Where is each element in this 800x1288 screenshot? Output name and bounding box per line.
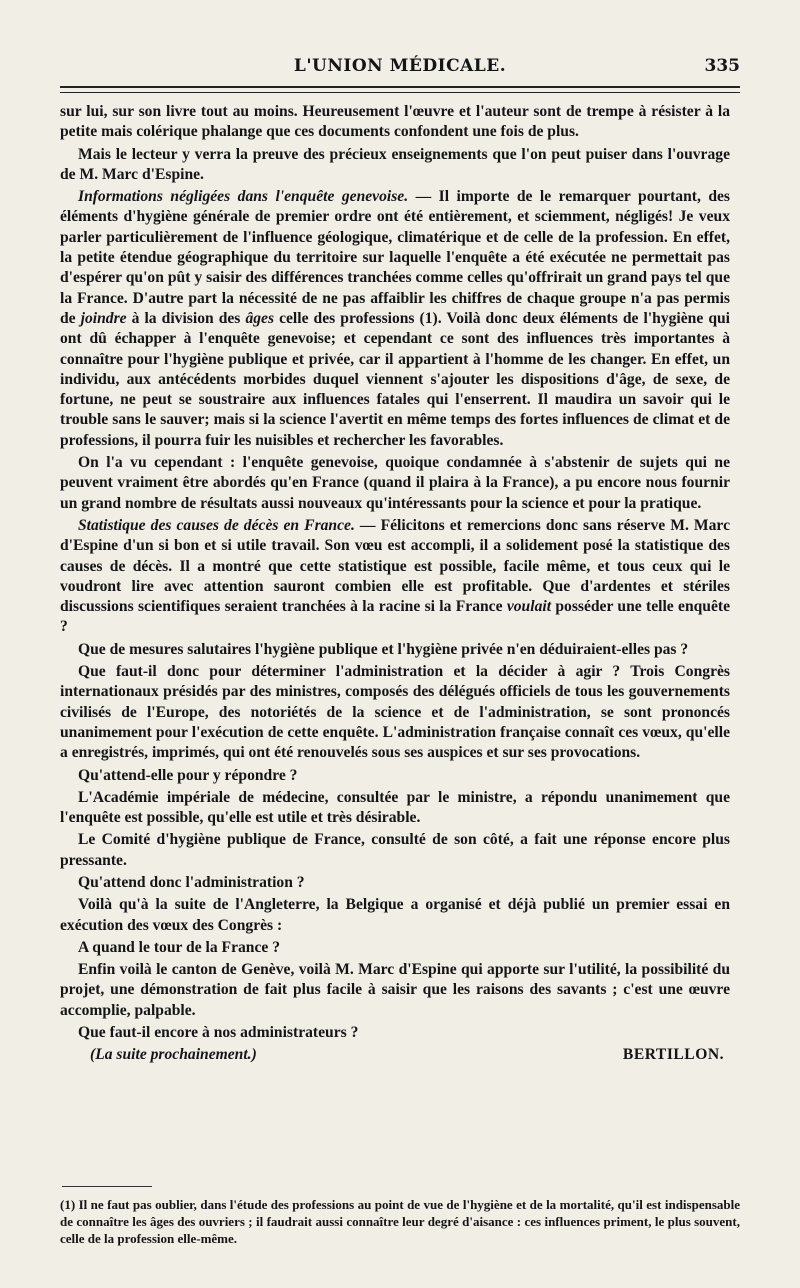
emphasis-voulait: voulait bbox=[506, 598, 552, 616]
header-rule bbox=[60, 86, 740, 88]
section-heading-statistique: Statistique des causes de décès en France. bbox=[78, 516, 355, 534]
paragraph-5-text: Félicitons et remercions donc sans réserve M. Marc d'Espine d'un si bon et si utile travail. Son vœu est accompli, il a solidement posé la statistique des causes de décès. Il a montré que cette statistique est possible, facile même, et tous ceux qui le voudront lire avec attention sauront combien elle est profitable. Que d'ardentes et stériles discussions scientifiques seraient tranchées à la racine si la France bbox=[60, 516, 730, 616]
header-rule-thin bbox=[60, 92, 740, 93]
page-number: 335 bbox=[704, 56, 740, 76]
emphasis-joindre: joindre bbox=[80, 309, 127, 327]
paragraph-6: Que de mesures salutaires l'hygiène publique et l'hygiène privée n'en déduiraient-elles pas ? bbox=[78, 640, 689, 658]
article-body bbox=[60, 102, 730, 1066]
paragraph-5 bbox=[60, 516, 730, 638]
paragraph-3-text: Il importe de le remarquer pourtant, des éléments d'hygiène générale de premier ordre ont été entièrement, et sciemment, négligés! Je veux parler particulièrement de l'influence géologique, climatérique et de celle de la profession. En effet, la petite étendue géographique du territoire sur laquelle l'enquête a été exécutée ne permettait pas d'espérer qu'on pût y saisir des différences tranchées comme celles qu'offrirait un grand pays tel que la France. D'autre part la nécessité de ne pas affaiblir les chiffres de chaque groupe n'a pas permis de bbox=[60, 188, 731, 327]
paragraph-2: Mais le lecteur y verra la preuve des précieux enseignements que l'on peut puiser dans l'ouvrage de M. Marc d'Espine. bbox=[60, 145, 730, 183]
journal-title: L'UNION MÉDICALE. bbox=[293, 56, 507, 76]
paragraph-10: Le Comité d'hygiène publique de France, consulté de son côté, a fait une réponse encore plus pressante. bbox=[60, 831, 730, 869]
paragraph-7: Que faut-il donc pour déterminer l'administration et la décider à agir ? Trois Congrès internationaux présidés par des ministres, composés des délégués officiels de tous les gouvernements civilisés de l'Europe, des notoriétés de la science et de l'administration, se sont prononcés unanimement pour l'exécution de cette enquête. L'administration française connaît ces vœux, qu'elle a enregistrés, imprimés, qui ont été renouvelés sous ses auspices et sur ses provocations. bbox=[60, 663, 730, 762]
dash: — bbox=[408, 188, 439, 206]
paragraph-3-mid: à la division des bbox=[126, 309, 246, 327]
paragraph-11: Qu'attend donc l'administration ? bbox=[78, 873, 305, 891]
paragraph-5-end: posséder une telle enquête ? bbox=[60, 598, 730, 636]
page-header bbox=[60, 54, 740, 84]
emphasis-ages: âges bbox=[245, 309, 275, 327]
paragraph-3-end: celle des professions (1). Voilà donc deux éléments de l'hygiène qui ont dû échapper à l'enquête genevoise; et cependant ce sont des influences très importantes à connaître pour l'hygiène publique et privée, car il appartient à l'homme de les changer. En effet, un individu, aux antécédents morbides duquel viennent s'ajouter les dispositions d'âge, de sexe, de fortune, ne peut se soustraire aux influences fatales qui l'enserrent. Il maudira un savoir qui le trouble sans le sauver; mais si la science l'avertit en même temps des fortes influences de climat et de professions, il pourra fuir les nuisibles et rechercher les favorables. bbox=[60, 309, 730, 449]
paragraph-15: Que faut-il encore à nos administrateurs ? bbox=[78, 1024, 359, 1042]
footnote bbox=[60, 1196, 740, 1247]
author-name: BERTILLON. bbox=[622, 1046, 724, 1064]
paragraph-1: sur lui, sur son livre tout au moins. Heureusement l'œuvre et l'auteur sont de trempe à résister à la petite mais colérique phalange que ces documents confondent une fois de plus. bbox=[60, 103, 730, 141]
paragraph-12: Voilà qu'à la suite de l'Angleterre, la Belgique a organisé et déjà publié un premier essai en exécution des vœux des Congrès : bbox=[60, 896, 730, 934]
continuation-note: (La suite prochainement.) bbox=[90, 1046, 257, 1064]
footnote-rule bbox=[62, 1186, 152, 1187]
paragraph-9: L'Académie impériale de médecine, consultée par le ministre, a répondu unanimement que l'enquête est possible, qu'elle est utile et très désirable. bbox=[60, 788, 730, 827]
paragraph-14: Enfin voilà le canton de Genève, voilà M. Marc d'Espine qui apporte sur l'utilité, la possibilité du projet, une démonstration de fait plus facile à saisir que les raisons des savants ; c'est une œuvre accomplie, palpable. bbox=[60, 961, 730, 1019]
dash: — bbox=[354, 516, 381, 534]
signature-line bbox=[60, 1045, 730, 1065]
footnote-text: (1) Il ne faut pas oublier, dans l'étude des professions au point de vue de l'hygiène et de la mortalité, qu'il est indispensable de connaître les âges des ouvriers ; il faudrait aussi connaître leur degré d'aisance : ces influences priment, le plus souvent, celle de la profession elle-même. bbox=[60, 1197, 740, 1246]
paragraph-4: On l'a vu cependant : l'enquête genevoise, quoique condamnée à s'abstenir de sujets qui ne peuvent vraiment être abordés qu'en France (quand il plaira à la France), a pu encore nous fournir un grand nombre de résultats aussi nouveaux qu'intéressants pour la science et pour la pratique. bbox=[60, 454, 730, 512]
paragraph-3 bbox=[60, 187, 730, 451]
paragraph-13: A quand le tour de la France ? bbox=[78, 938, 281, 956]
section-heading-informations: Informations négligées dans l'enquête genevoise. bbox=[78, 188, 409, 206]
paragraph-8: Qu'attend-elle pour y répondre ? bbox=[78, 766, 298, 784]
